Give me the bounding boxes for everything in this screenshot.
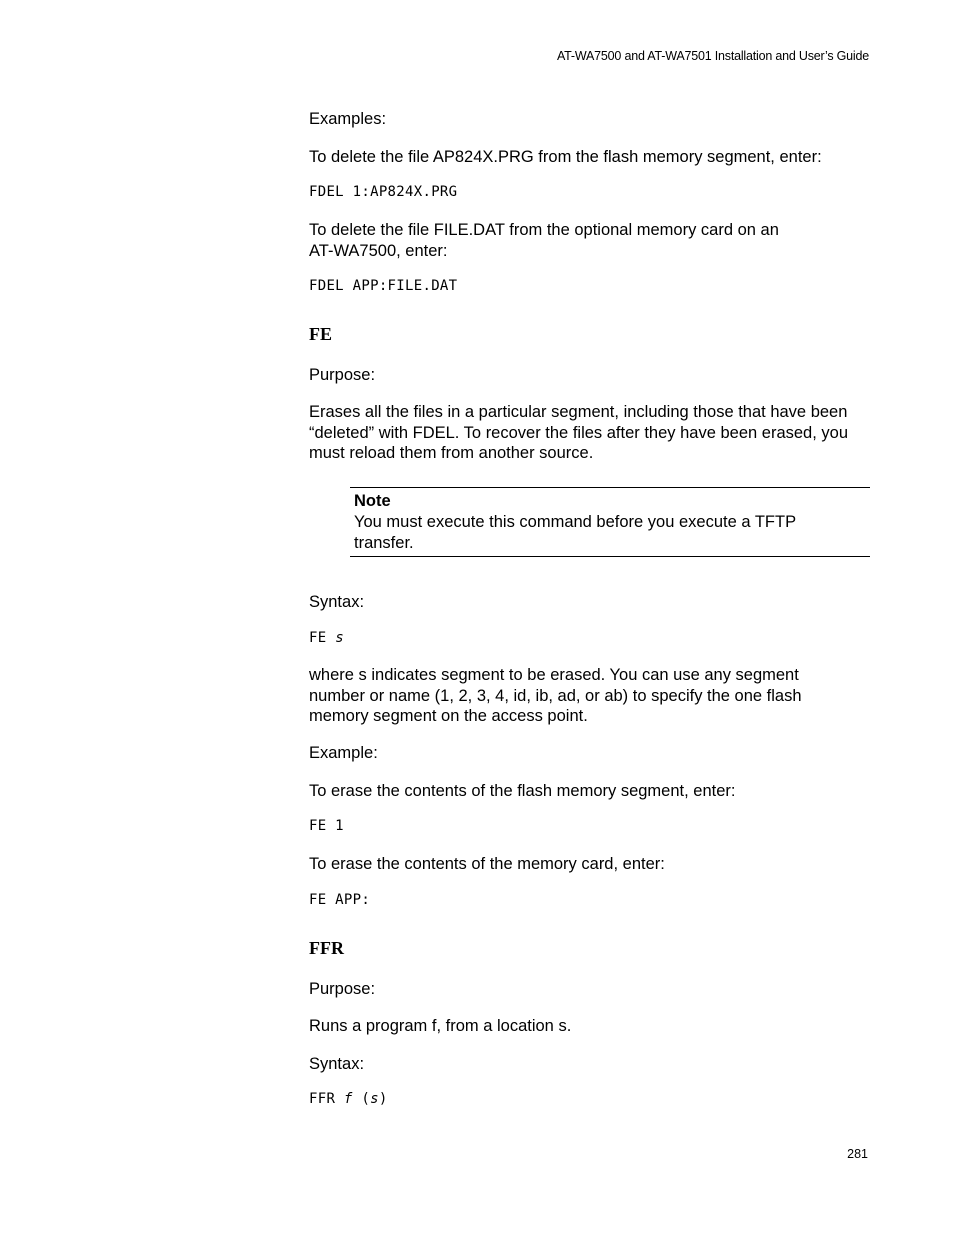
fe-purpose-line2: “deleted” with FDEL. To recover the files after they have been erased, you [309, 423, 848, 442]
fe-example1-text: To erase the contents of the flash memory segment, enter: [309, 782, 736, 800]
examples-label: Examples: [309, 110, 387, 128]
note-line1: You must execute this command before you execute a TFTP [354, 513, 797, 531]
page-number: 281 [847, 1147, 868, 1161]
note-line2: transfer. [354, 533, 414, 552]
ffr-syntax-close: ) [378, 1091, 388, 1107]
ffr-purpose-text: Runs a program f, from a location s. [309, 1017, 572, 1035]
running-header: AT-WA7500 and AT-WA7501 Installation and User’s Guide [556, 49, 869, 63]
fe-syntax-label: Syntax: [309, 593, 365, 611]
fe-purpose-line1: Erases all the files in a particular segment, including those that have been [309, 403, 848, 421]
fe-syntax-param: s [335, 630, 344, 646]
ffr-syntax-cmd: FFR [309, 1091, 344, 1107]
fe-syntax-cmd: FE [309, 630, 336, 646]
fdel-example2-text [309, 220, 871, 261]
fe-where-line3: memory segment on the access point. [309, 707, 588, 725]
fdel-example2-line1: To delete the file FILE.DAT from the optional memory card on an [309, 221, 779, 239]
ffr-purpose-label: Purpose: [309, 980, 376, 998]
fe-example2-text: To erase the contents of the memory card, enter: [309, 855, 665, 873]
ffr-syntax-code [309, 1091, 388, 1107]
note-body [354, 512, 864, 553]
note-title: Note [354, 492, 391, 510]
fe-purpose-line3: must reload them from another source. [309, 444, 594, 462]
fe-purpose-label: Purpose: [309, 366, 376, 384]
fe-purpose-text [309, 402, 871, 464]
ffr-syntax-param-f: f [343, 1091, 353, 1107]
fe-where-line2: number or name (1, 2, 3, 4, id, ib, ad, or ab) to specify the one flash [309, 686, 802, 705]
fe-syntax-code [309, 630, 344, 646]
fdel-example1-text: To delete the file AP824X.PRG from the flash memory segment, enter: [309, 148, 822, 166]
fdel-example1-code: FDEL 1:AP824X.PRG [309, 184, 458, 200]
ffr-syntax-open: ( [352, 1091, 371, 1107]
fe-example1-code: FE 1 [309, 818, 344, 834]
fe-where-line1: where s indicates segment to be erased. You can use any segment [309, 666, 799, 684]
ffr-syntax-param-s: s [370, 1091, 379, 1107]
fdel-example2-code: FDEL APP:FILE.DAT [309, 278, 458, 294]
fdel-example2-line2: AT-WA7500, enter: [309, 241, 448, 260]
note-box [350, 487, 870, 557]
ffr-syntax-label: Syntax: [309, 1055, 365, 1073]
fe-where-text [309, 665, 871, 727]
fe-example-label: Example: [309, 744, 378, 762]
ffr-heading: FFR [309, 938, 344, 958]
fe-heading: FE [309, 324, 333, 344]
fe-example2-code: FE APP: [309, 892, 371, 908]
